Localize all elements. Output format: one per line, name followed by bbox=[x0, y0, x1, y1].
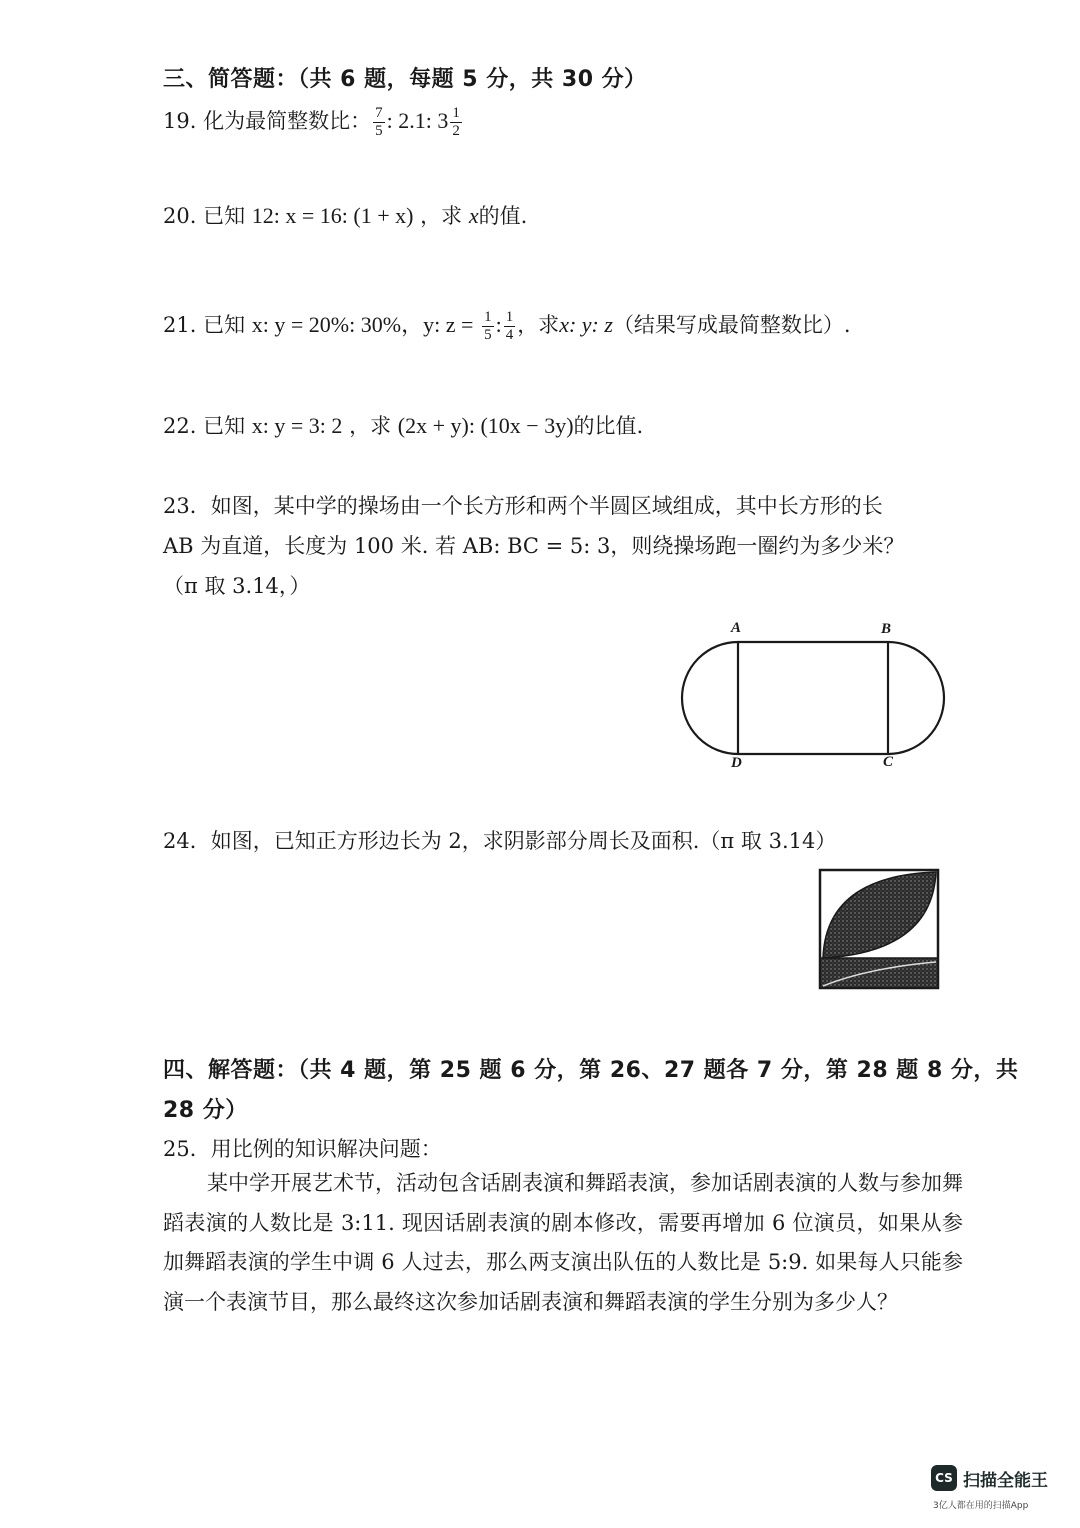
question-25-head: 25．用比例的知识解决问题： bbox=[163, 1137, 442, 1161]
ratio-middle: : 2.1: 3 bbox=[386, 108, 449, 133]
question-21 bbox=[163, 308, 851, 344]
question-21-colon: : bbox=[495, 312, 502, 337]
shaded-strip bbox=[821, 958, 937, 987]
question-20-tail-end: 的值. bbox=[478, 204, 528, 228]
fraction-1-5: $\frac{1}{5}$ bbox=[484, 309, 492, 343]
question-25-body: 某中学开展艺术节，活动包含话剧表演和舞蹈表演，参加话剧表演的人数与参加舞蹈表演的人数比是 3:11. 现因话剧表演的剧本修改，需要再增加 6 位演员，如果从参加舞蹈表演的学生中调 6 人过去，那么两支演出队伍的人数比是 5:9. 如果每人只能参演一个表演节目，那么最终这次参加话剧表演和舞蹈表演的学生分别为多少人？ bbox=[163, 1171, 963, 1314]
question-20-equation: 12: x = 16: (1 + x) bbox=[251, 203, 414, 228]
track-outline bbox=[682, 642, 944, 754]
label-C: C bbox=[883, 754, 894, 770]
question-22-tail: 的比值. bbox=[573, 414, 644, 438]
question-20-lead: 已知 bbox=[203, 204, 246, 228]
cs-logo-icon: CS bbox=[931, 1465, 957, 1491]
question-20 bbox=[163, 200, 527, 230]
question-20-number: 20. bbox=[163, 204, 197, 228]
watermark-tagline: 3亿人都在用的扫描App bbox=[933, 1501, 1029, 1511]
question-21-ask-lead: ，求 bbox=[517, 313, 560, 337]
question-19-number: 19. bbox=[163, 109, 197, 133]
label-B: B bbox=[881, 621, 892, 637]
question-21-equation-2: y: z = bbox=[423, 312, 474, 337]
running-track-figure bbox=[680, 616, 950, 774]
scanner-watermark bbox=[931, 1465, 1048, 1491]
question-20-tail: ，求 bbox=[420, 204, 463, 228]
question-20-variable: x bbox=[468, 203, 479, 228]
label-A: A bbox=[731, 620, 742, 636]
question-19-text: 化为最简整数比： bbox=[203, 109, 372, 133]
question-24: 24．如图，已知正方形边长为 2，求阴影部分周长及面积.（π 取 3.14） bbox=[163, 829, 837, 853]
question-22-equation: x: y = 3: 2 bbox=[251, 413, 343, 438]
shaded-square-figure bbox=[818, 868, 942, 992]
question-22-mid: ，求 bbox=[349, 414, 392, 438]
question-23-line-2: AB 为直道，长度为 100 米. 若 AB: BC = 5: 3，则绕操场跑一圈约为多少米？ bbox=[163, 534, 905, 558]
section-4-title-line-2: 28 分） bbox=[163, 1098, 248, 1123]
question-21-ask: x: y: z bbox=[559, 312, 613, 337]
question-21-equation-1: x: y = 20%: 30%， bbox=[251, 312, 424, 337]
question-22 bbox=[163, 410, 643, 440]
question-21-lead: 已知 bbox=[203, 313, 246, 337]
question-21-tail: （结果写成最简整数比）. bbox=[612, 313, 851, 337]
section-4-title-line-1: 四、解答题：（共 4 题，第 25 题 6 分，第 26、27 题各 7 分，第 28 题 8 分，共 bbox=[163, 1058, 1019, 1083]
question-22-lead: 已知 bbox=[203, 414, 246, 438]
fraction-1-2: $\frac{1}{2}$ bbox=[452, 105, 460, 139]
label-D: D bbox=[731, 755, 742, 771]
question-19 bbox=[163, 105, 464, 140]
fraction-7-5: $\frac{7}{5}$ bbox=[375, 105, 383, 139]
question-23-line-1: 23．如图，某中学的操场由一个长方形和两个半圆区域组成，其中长方形的长 bbox=[163, 494, 883, 518]
question-21-number: 21. bbox=[163, 313, 197, 337]
section-3-title: 三、简答题：（共 6 题，每题 5 分，共 30 分） bbox=[163, 67, 647, 92]
fraction-1-4: $\frac{1}{4}$ bbox=[505, 309, 514, 343]
question-22-number: 22. bbox=[163, 414, 197, 438]
question-23-line-3: （π 取 3.14，） bbox=[163, 574, 311, 598]
watermark-name: 扫描全能王 bbox=[963, 1470, 1048, 1491]
question-22-expression: (2x + y): (10x − 3y) bbox=[397, 413, 574, 438]
